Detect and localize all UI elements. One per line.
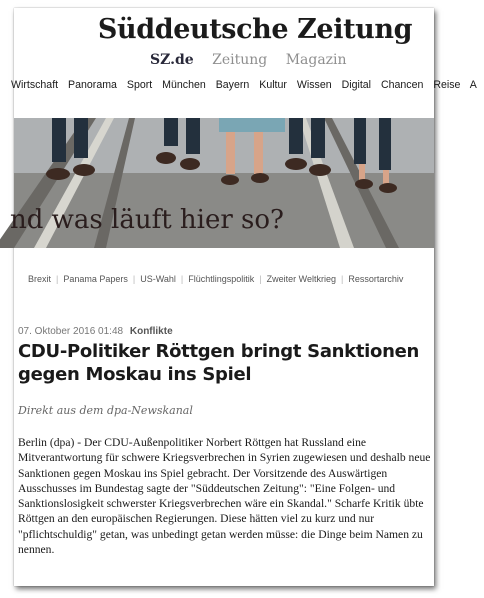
- topic-ressortarchiv[interactable]: Ressortarchiv: [348, 274, 404, 284]
- ressort-muenchen[interactable]: München: [162, 79, 206, 91]
- hero-headline[interactable]: nd was läuft hier so?: [10, 205, 284, 235]
- ressort-navigation: [11, 79, 484, 91]
- article-body: Berlin (dpa) - Der CDU-Außenpolitiker Norbert Röttgen hat Russland eine Mitverantwortung für schwere Kriegsverbrechen in Syrien zugewiesen und deshalb neue Sanktionen gegen Moskau ins Spiel gebracht. Der Vorsitzende des Auswärtigen Ausschusses im Bundestag sagte der "Süddeutschen Zeitung": "Eine Folgen- und Sanktionslosigkeit schwerster Kriegsverbrechen wäre ein Skandal." Scharfe Kritik übte Röttgen an den europäischen Regierungen. Diese hätten viel zu kurz und nur "pflichtschuldig" getan, was unbedingt getan werden müsse: die Dinge beim Namen zu nennen.: [18, 436, 431, 557]
- hero-banner[interactable]: [10, 118, 434, 248]
- separator: |: [132, 274, 136, 284]
- ressort-digital[interactable]: Digital: [341, 79, 372, 91]
- separator: |: [341, 274, 344, 284]
- article-date: 07. Oktober 2016 01:48: [18, 326, 124, 337]
- sub-navigation: [150, 52, 361, 68]
- ressort-wirtschaft[interactable]: Wirtschaft: [11, 79, 59, 91]
- topic-us-wahl[interactable]: US-Wahl: [140, 274, 176, 284]
- article-meta: [18, 326, 173, 337]
- ressort-chancen[interactable]: Chancen: [380, 79, 424, 91]
- separator: |: [259, 274, 262, 284]
- nav-zeitung[interactable]: Zeitung: [212, 52, 268, 68]
- masthead: [14, 14, 434, 45]
- ressort-kultur[interactable]: Kultur: [259, 79, 287, 91]
- article-kicker: Direkt aus dem dpa-Newskanal: [18, 404, 193, 417]
- ressort-sport[interactable]: Sport: [126, 79, 153, 91]
- topic-links: [28, 274, 403, 284]
- article-category[interactable]: Konflikte: [129, 326, 173, 337]
- nav-magazin[interactable]: Magazin: [285, 52, 347, 68]
- ressort-panorama[interactable]: Panorama: [68, 79, 117, 91]
- ressort-reise[interactable]: Reise: [433, 79, 461, 91]
- topic-zweiter-weltkrieg[interactable]: Zweiter Weltkrieg: [266, 274, 336, 284]
- separator: |: [180, 274, 184, 284]
- article-headline: CDU-Politiker Röttgen bringt Sanktionen gegen Moskau ins Spiel: [18, 341, 420, 385]
- separator: |: [56, 274, 59, 284]
- topic-panama-papers[interactable]: Panama Papers: [63, 274, 128, 284]
- ressort-more[interactable]: A: [469, 79, 477, 91]
- browser-page: [10, 8, 477, 586]
- topic-fluechtlingspolitik[interactable]: Flüchtlingspolitik: [188, 274, 255, 284]
- topic-brexit[interactable]: Brexit: [28, 274, 52, 284]
- nav-sz-de[interactable]: SZ.de: [150, 52, 194, 68]
- ressort-bayern[interactable]: Bayern: [215, 79, 250, 91]
- site-logo[interactable]: Süddeutsche Zeitung: [97, 14, 413, 45]
- ressort-wissen[interactable]: Wissen: [296, 79, 332, 91]
